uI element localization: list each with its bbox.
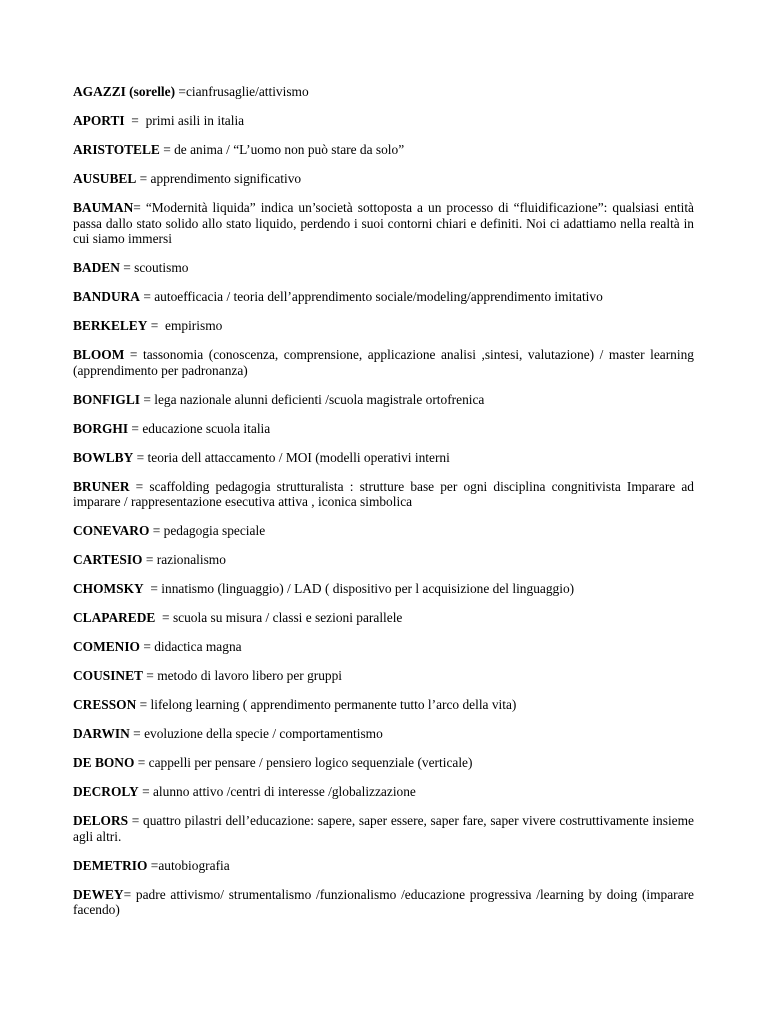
entry-term: DARWIN [73,726,130,742]
entry-separator: = [128,813,143,829]
entry-separator: = [124,112,146,128]
glossary-entry [73,142,694,158]
glossary-entry [73,318,694,334]
entry-separator: = [124,347,143,363]
entry-definition: evoluzione della specie / comportamentismo [144,726,383,742]
entry-separator: = [129,726,145,742]
entry-term: CRESSON [73,697,137,713]
entry-term: BLOOM [73,347,125,363]
glossary-entry [73,813,694,844]
entry-separator: = [136,697,151,713]
entry-separator: = [139,289,155,305]
entry-term: BRUNER [73,478,130,494]
entry-separator: = [133,199,146,215]
entry-separator: = [133,449,148,465]
entry-definition: metodo di lavoro libero per gruppi [157,668,343,684]
entry-definition: autobiografia [158,857,230,873]
entry-definition: empirismo [165,318,223,334]
entry-term: AGAZZI (sorelle) [73,84,176,99]
entry-separator: = [175,84,186,99]
entry-definition: padre attivismo/ strumentalismo /funzionalismo /educazione progressiva /learning by doing (imparare facendo) [73,886,694,918]
glossary-entry [73,784,694,800]
glossary-entry [73,726,694,742]
entry-separator: = [147,318,166,334]
entry-term: DE BONO [73,755,135,771]
glossary-entry [73,260,694,276]
entry-separator: = [147,857,159,873]
glossary-entry [73,347,694,378]
entry-term: COMENIO [73,639,140,655]
entry-separator: = [129,478,150,494]
entry-term: CONEVARO [73,523,150,539]
entry-separator: = [143,581,162,597]
entry-definition: scuola su misura / classi e sezioni parallele [172,610,403,626]
entry-definition: teoria dell attaccamento / MOI (modelli operativi interni [147,449,450,465]
entry-definition: innatismo (linguaggio) / LAD ( dispositivo per l acquisizione del linguaggio) [161,581,575,597]
entry-term: BAUMAN [73,199,134,215]
entry-definition: educazione scuola italia [142,420,271,436]
entry-separator: = [123,886,136,902]
entry-term: BERKELEY [73,318,148,334]
entry-definition: de anima / “L’uomo non può stare da solo” [174,141,405,157]
glossary-entry [73,610,694,626]
entry-separator: = [159,141,175,157]
entry-term: ARISTOTELE [73,141,160,157]
entry-definition: tassonomia (conoscenza, comprensione, applicazione analisi ,sintesi, valutazione) / master learning (apprendimento per padronanza) [73,347,694,378]
glossary-entry [73,755,694,771]
entry-definition: apprendimento significativo [150,170,302,186]
entry-term: DEMETRIO [73,857,148,873]
entry-term: CLAPAREDE [73,610,156,626]
entry-definition: alunno attivo /centri di interesse /globalizzazione [152,784,416,800]
entry-definition: scaffolding pedagogia strutturalista : strutture base per ogni disciplina congnitivista Imparare ad imparare / rappresentazione esecutiva attiva , iconica simbolica [73,478,694,510]
entry-separator: = [134,755,149,771]
entry-term: APORTI [73,112,125,128]
entry-term: DECROLY [73,784,139,800]
entry-definition: cappelli per pensare / pensiero logico sequenziale (verticale) [148,755,473,771]
entry-separator: = [142,668,158,684]
entry-term: BONFIGLI [73,391,140,407]
glossary-entry [73,858,694,874]
glossary-entry [73,84,694,100]
entry-definition: autoefficacia / teoria dell’apprendimento sociale/modeling/apprendimento imitativo [154,289,603,305]
entry-term: DEWEY [73,886,124,902]
entry-definition: lega nazionale alunni deficienti /scuola magistrale ortofrenica [154,391,485,407]
glossary-entry [73,392,694,408]
entry-term: CHOMSKY [73,581,144,597]
entry-separator: = [142,552,157,568]
entry-separator: = [136,170,151,186]
glossary-entry [73,171,694,187]
entry-term: BORGHI [73,420,129,436]
entry-definition: scoutismo [134,260,189,276]
entry-separator: = [119,260,135,276]
entry-definition: “Modernità liquida” indica un’società sottoposta a un processo di “fluidificazione”: qualsiasi entità passa dallo stato solido allo stato liquido, perdendo i suoi contorni chiari e definiti. Noi ci adattiamo nella realtà in cui siamo immersi [73,199,694,247]
entry-separator: = [139,639,155,655]
glossary-page [73,84,694,931]
entry-term: BADEN [73,260,120,276]
entry-definition: razionalismo [156,552,226,568]
glossary-entry [73,668,694,684]
entry-term: BANDURA [73,289,140,305]
entry-definition: didactica magna [154,639,242,655]
glossary-list [73,84,694,918]
entry-definition: lifelong learning ( apprendimento permanente tutto l’arco della vita) [150,697,517,713]
glossary-entry [73,479,694,510]
entry-definition: pedagogia speciale [163,523,266,539]
entry-separator: = [138,784,153,800]
entry-separator: = [139,391,155,407]
entry-definition: cianfrusaglie/attivismo [185,84,309,99]
glossary-entry [73,421,694,437]
glossary-entry [73,200,694,247]
entry-separator: = [149,523,164,539]
glossary-entry [73,581,694,597]
glossary-entry [73,697,694,713]
glossary-entry [73,523,694,539]
entry-definition: quattro pilastri dell’educazione: sapere, saper essere, saper fare, saper vivere costruttivamente insieme agli altri. [73,813,694,844]
entry-separator: = [128,420,143,436]
glossary-entry [73,639,694,655]
glossary-entry [73,113,694,129]
glossary-entry [73,289,694,305]
entry-definition: primi asili in italia [145,112,245,128]
glossary-entry [73,450,694,466]
entry-term: CARTESIO [73,552,143,568]
glossary-entry [73,887,694,918]
entry-term: COUSINET [73,668,143,684]
entry-term: BOWLBY [73,449,134,465]
entry-term: DELORS [73,813,129,829]
glossary-entry [73,552,694,568]
entry-separator: = [155,610,173,626]
entry-term: AUSUBEL [73,170,137,186]
